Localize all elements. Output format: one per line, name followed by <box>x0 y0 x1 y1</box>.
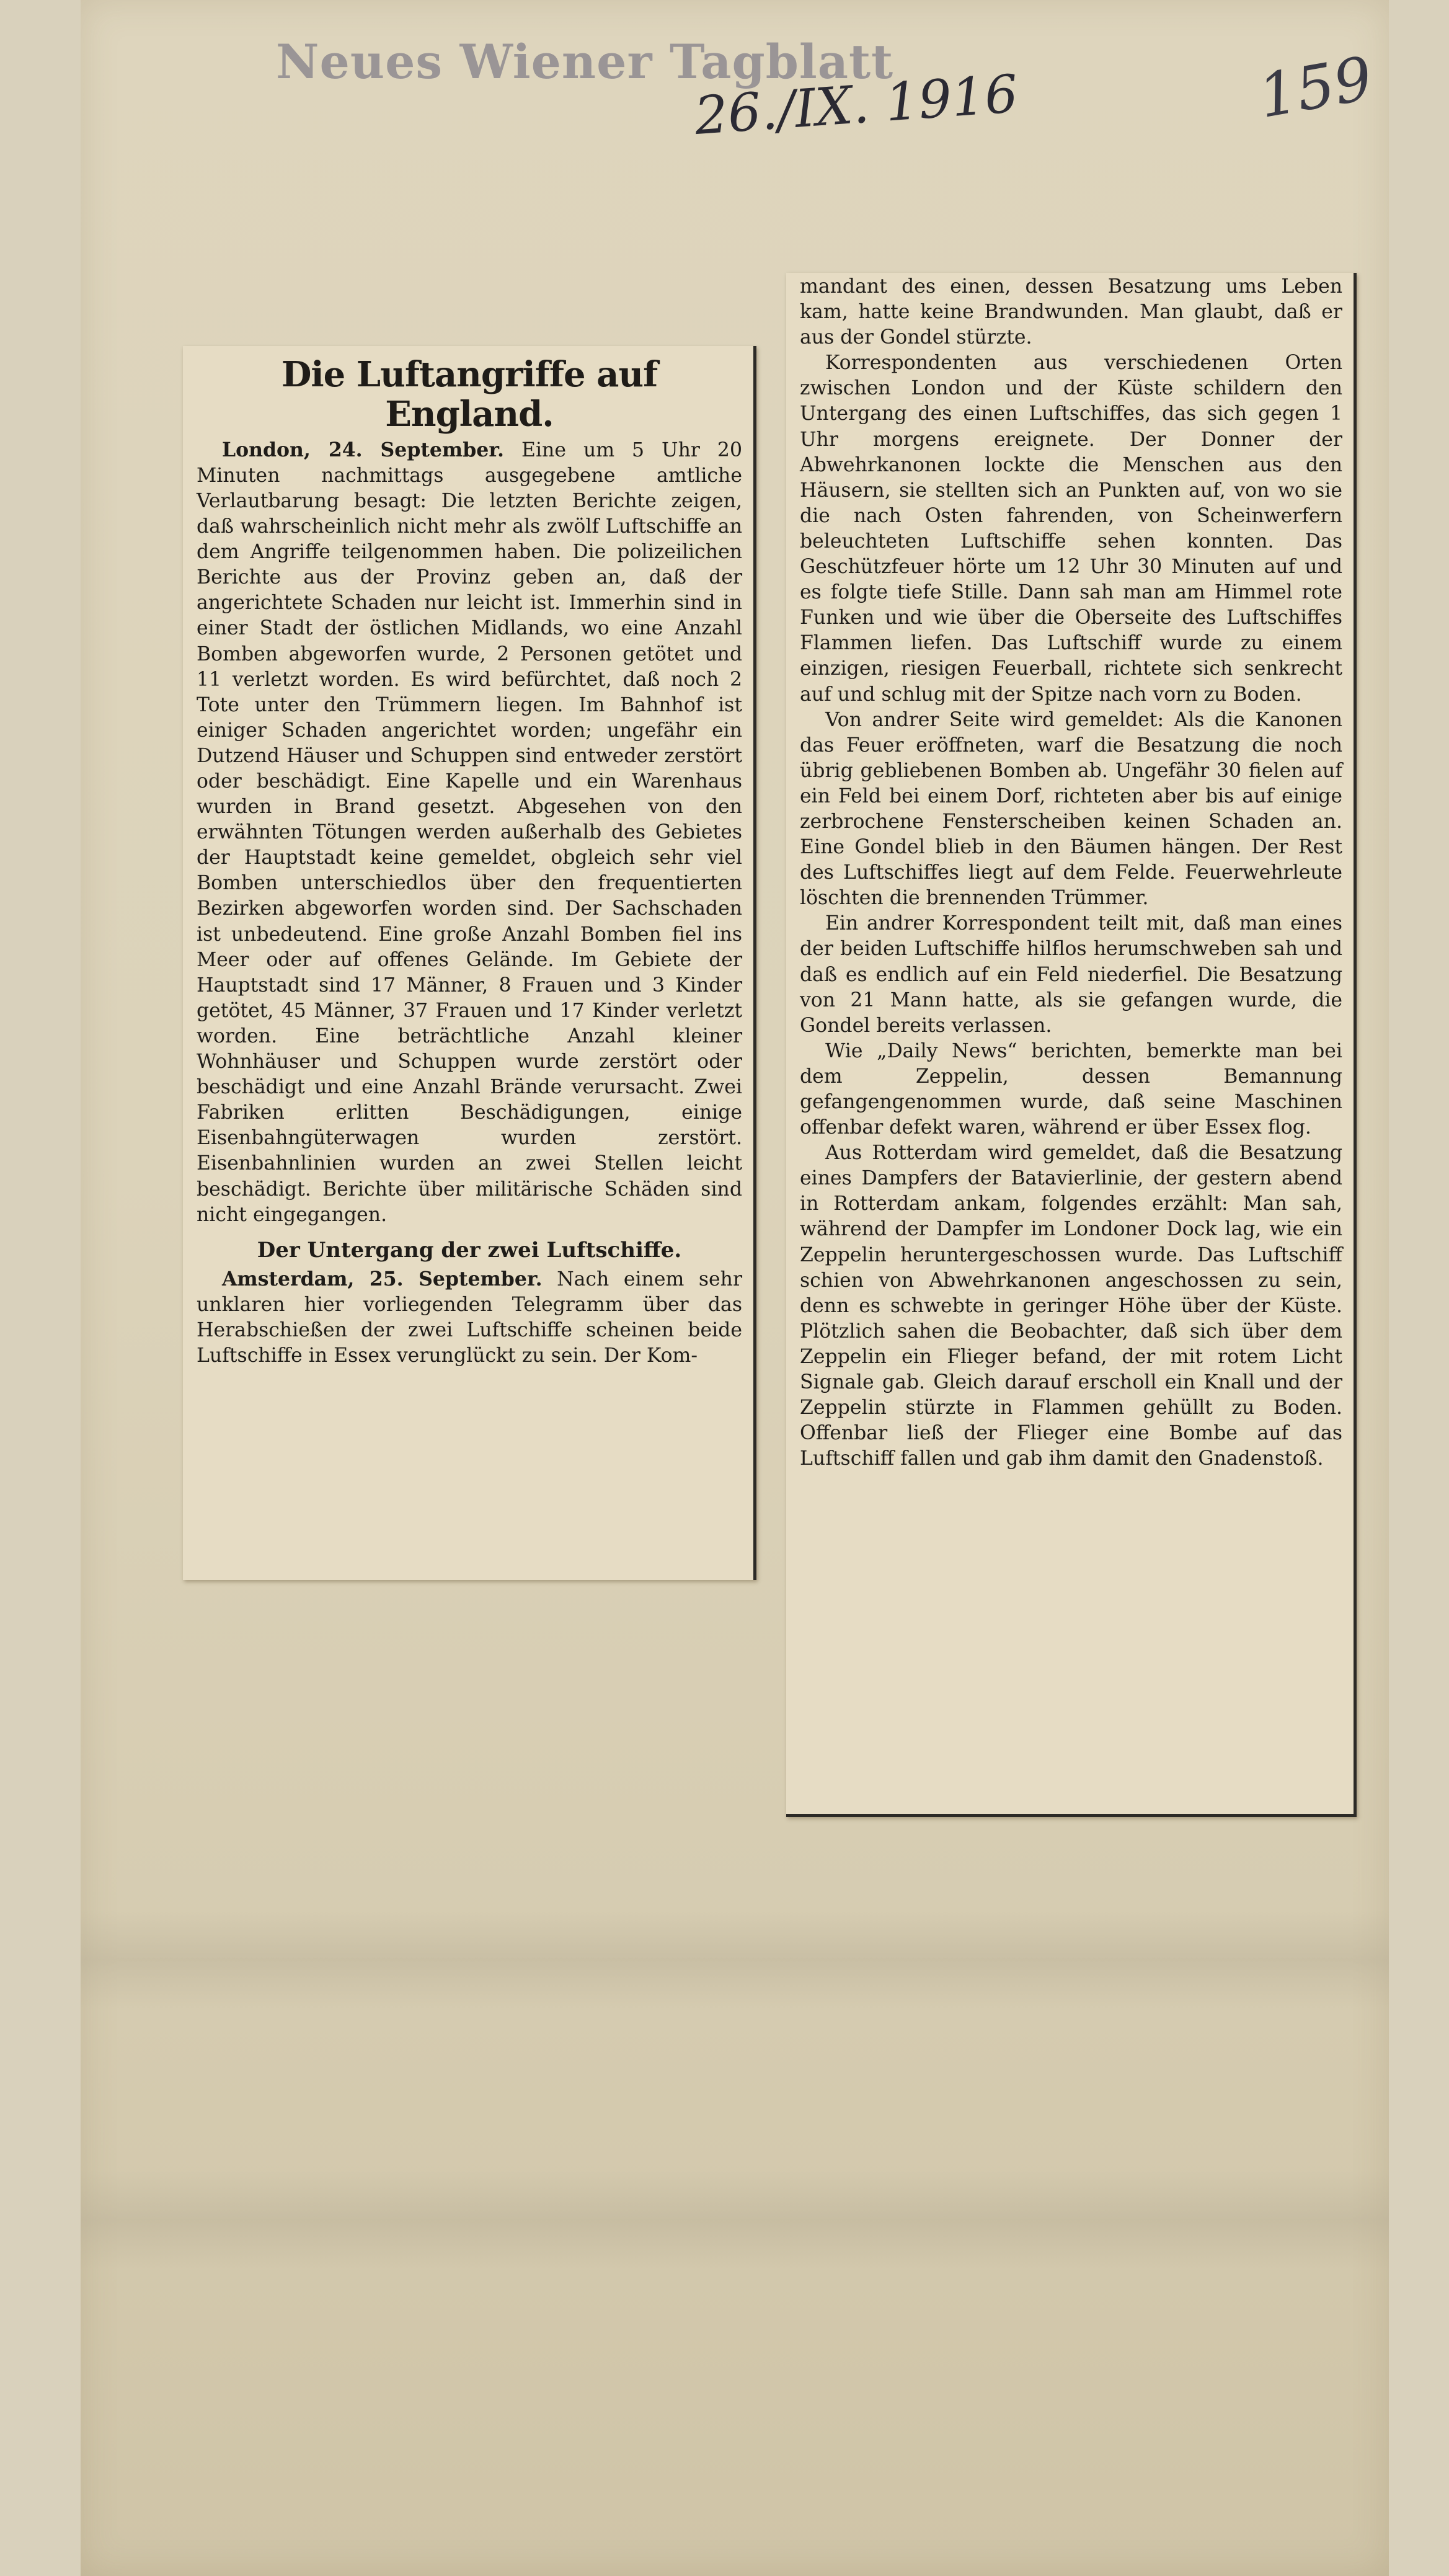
section-subheading: Der Untergang der zwei Luftschiffe. <box>257 1237 682 1263</box>
paragraph-text: Nach einem sehr unklaren hier vorliegenden Telegramm über das Herabschießen der zwei Luftschiffe scheinen beide Luftschiffe in Essex verunglückt zu sein. Der Kom- <box>197 1268 743 1367</box>
paragraph <box>197 1266 742 1369</box>
dateline: London, 24. September. <box>221 438 505 461</box>
article-column-right <box>800 274 1342 1472</box>
clipping-left <box>183 346 756 1580</box>
scan-shadow <box>81 2170 1389 2270</box>
paragraph: Ein andrer Korrespondent teilt mit, daß man eines der beiden Luftschiffe hilflos herumschweben sah und daß es endlich auf ein Feld niederfiel. Die Besatzung von 21 Mann hatte, als sie gefangen wurde, die Gondel bereits verlassen. <box>800 912 1342 1037</box>
article-headline: Die Luftangriffe auf England. <box>281 354 658 435</box>
paragraph: Aus Rotterdam wird gemeldet, daß die Besatzung eines Dampfers der Batavierlinie, der gestern abend in Rotterdam ankam, folgendes erzählt: Man sah, während der Dampfer im Londoner Dock lag, wie ein Zeppelin heruntergeschossen wurde. Das Luftschiff schien von Abwehrkanonen angeschossen zu sein, denn es schwebte in geringer Höhe über der Küste. Plötzlich sahen die Beobachter, daß sich über dem Zeppelin ein Flieger befand, der mit rotem Licht Signale gab. Gleich darauf erscholl ein Knall und der Zeppelin stürzte in Flammen gehüllt zu Boden. Offenbar ließ der Flieger eine Bombe auf das Luftschiff fallen und gab ihm damit den Gnadenstoß. <box>800 1142 1342 1470</box>
paragraph-text: Eine um 5 Uhr 20 Minuten nachmittags ausgegebene amtliche Verlautbarung besagt: Die letzten Berichte zeigen, daß wahrscheinlich nicht mehr als zwölf Luftschiffe an dem Angriffe teilgenommen haben. Die polizeilichen Berichte aus der Provinz geben an, daß der angerichtete Schaden nur leicht ist. Immerhin sind in einer Stadt der östlichen Midlands, wo eine Anzahl Bomben abgeworfen wurde, 2 Personen getötet und 11 verletzt worden. Es wird befürchtet, daß noch 2 Tote unter den Trümmern liegen. Im Bahnhof ist einiger Schaden angerichtet worden; ungefähr ein Dutzend Häuser und Schuppen sind entweder zerstört oder beschädigt. Eine Kapelle und ein Warenhaus wurden in Brand gesetzt. Abgesehen von den erwähnten Tötungen werden außerhalb des Gebietes der Hauptstadt keine gemeldet, obgleich sehr viel Bomben unterschiedlos über den frequentierten Bezirken abgeworfen worden sind. Der Sachschaden ist unbedeutend. Eine große Anzahl Bomben fiel ins Meer oder auf offenes Gelände. Im Gebiete der Hauptstadt sind 17 Männer, 8 Frauen und 3 Kinder getötet, 45 Männer, 37 Frauen und 17 Kinder verletzt worden. Eine beträchtliche Anzahl kleiner Wohnhäuser und Schuppen wurde zerstört oder beschädigt und eine Anzahl Brände verursacht. Zwei Fabriken erlitten Beschädigungen, einige Eisenbahngüterwagen wurden zerstört. Eisenbahnlinien wurden an zwei Stellen leicht beschädigt. Berichte über militärische Schäden sind nicht eingegangen. <box>197 438 742 1226</box>
paragraph: mandant des einen, dessen Besatzung ums Leben kam, hatte keine Brandwunden. Man glaubt, daß er aus der Gondel stürzte. <box>800 275 1342 349</box>
paragraph: Korrespondenten aus verschiedenen Orten zwischen London und der Küste schildern den Untergang des einen Luftschiffes, das sich gegen 1 Uhr morgens ereignete. Der Donner der Abwehrkanonen lockte die Menschen aus den Häusern, sie stellten sich an Punkten auf, von wo sie die nach Osten fahrenden, von Scheinwerfern beleuchteten Luftschiffe sehen konnten. Das Geschützfeuer hörte um 12 Uhr 30 Minuten auf und es folgte tiefe Stille. Dann sah man am Himmel rote Funken und wie über die Oberseite des Luftschiffes Flammen liefen. Das Luftschiff wurde zu einem einzigen, riesigen Feuerball, richtete sich senkrecht auf und schlug mit der Spitze nach vorn zu Boden. <box>800 352 1342 706</box>
dateline: Amsterdam, 25. September. <box>221 1268 543 1291</box>
paragraph: Von andrer Seite wird gemeldet: Als die Kanonen das Feuer eröffneten, warf die Besatzung die noch übrig gebliebenen Bomben ab. Ungefähr 30 fielen auf ein Feld bei einem Dorf, richteten aber bis auf einige zerbrochene Fensterscheiben keinen Schaden an. Eine Gondel blieb in den Bäumen hängen. Der Rest des Luftschiffes liegt auf dem Felde. Feuerwehrleute löschten die brennenden Trümmer. <box>800 708 1342 910</box>
article-column-left <box>197 355 742 1369</box>
newspaper-stamp: Neues Wiener Tagblatt <box>276 34 894 89</box>
clipping-right <box>786 273 1357 1817</box>
paragraph: Wie „Daily News“ berichten, bemerkte man bei dem Zeppelin, dessen Bemannung gefangengenommen wurde, daß seine Maschinen offenbar defekt waren, während er über Essex flog. <box>800 1039 1342 1139</box>
handwritten-date: 26./IX. 1916 <box>693 63 1020 147</box>
paragraph <box>197 437 742 1228</box>
handwritten-page-number: 159 <box>1253 43 1378 132</box>
scan-shadow <box>81 1910 1389 2009</box>
